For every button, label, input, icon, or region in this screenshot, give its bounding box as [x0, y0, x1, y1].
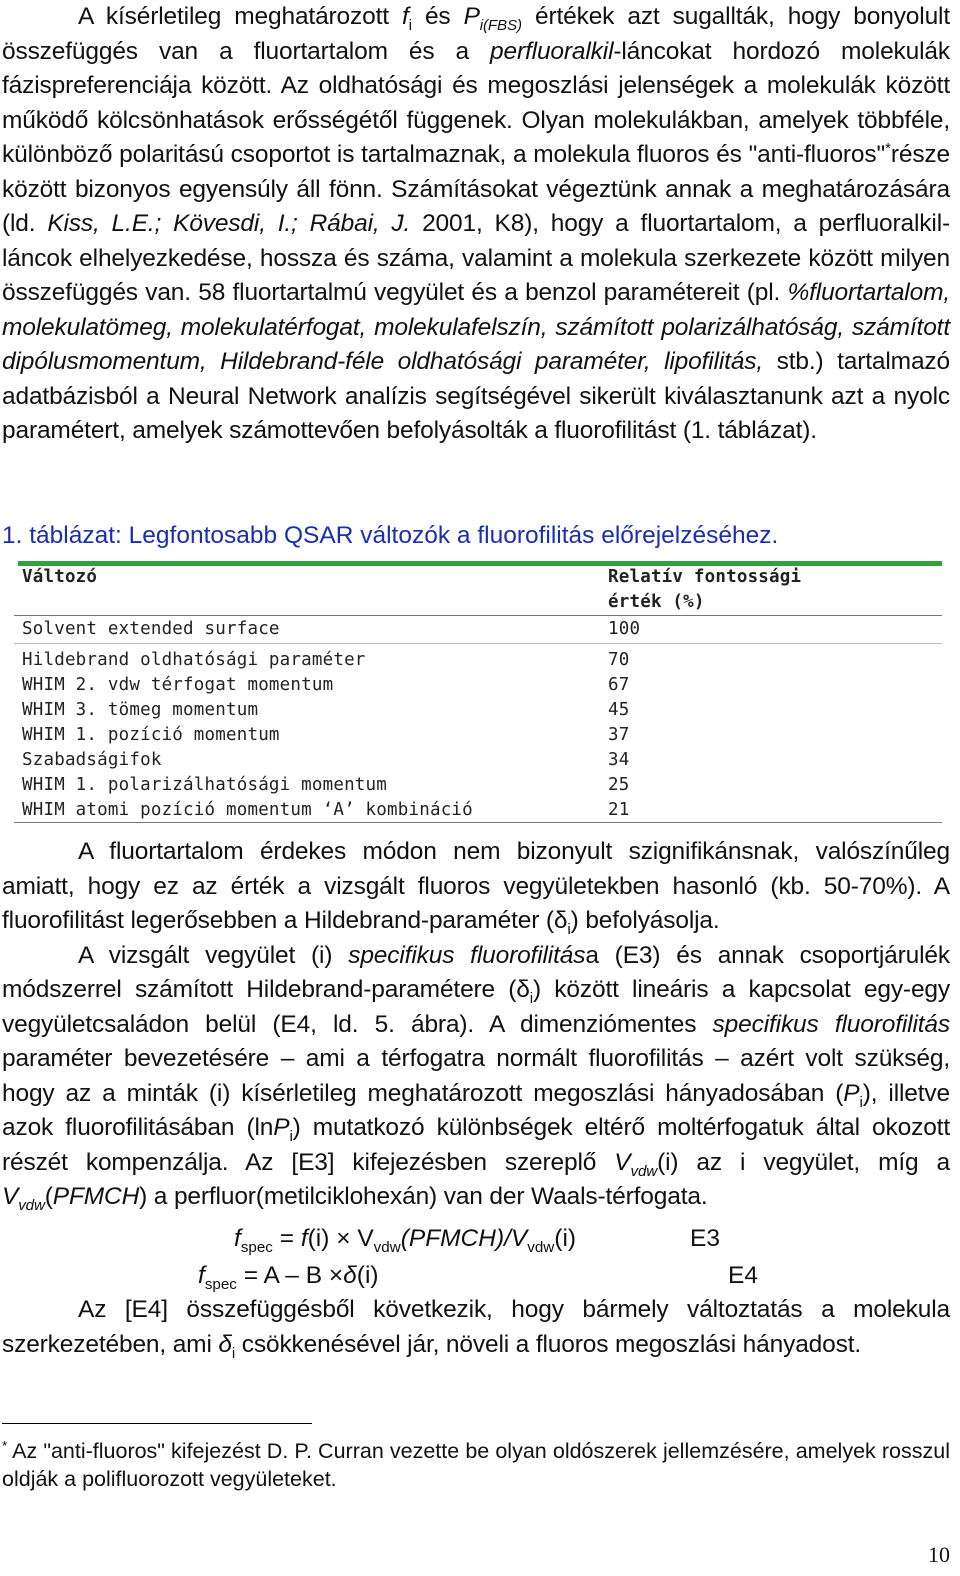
subscript: i — [408, 16, 412, 34]
subscript: i — [231, 1344, 236, 1362]
symbol-delta: δ — [218, 1330, 232, 1358]
text-span: (i) × V — [307, 1225, 374, 1252]
table-bottom-rule — [14, 822, 942, 823]
table-row-value: 37 — [608, 725, 630, 745]
symbol-p: P — [463, 3, 480, 30]
paragraph-intro — [2, 0, 950, 449]
symbol-v: V — [2, 1183, 19, 1210]
symbol-p: P — [273, 1114, 290, 1141]
table-row-value: 70 — [608, 650, 630, 670]
term-italic: perfluoralkil — [490, 37, 614, 65]
table-row-value: 21 — [608, 800, 630, 820]
table-row-value: 45 — [608, 700, 630, 720]
text-span: paraméter bevezetésére – ami a térfogatra normált fluorofilitás – azért volt szükség, hogy az a minták (i) kísérletileg meghatározott megoszlási hányadosában ( — [2, 1045, 950, 1107]
text-span: (i) — [356, 1262, 379, 1289]
symbol-f: f — [234, 1225, 241, 1252]
text-span: (PFMCH)/V — [400, 1225, 528, 1252]
text-span: -láncokat hordozó molekulák fázispreferenciája között. Az oldhatósági és megoszlási jelenségek a molekulák között működő kölcsönhatások erősségétől függenek. Olyan molekulákban, amelyek többféle, különböző polaritású csoportot is tartalmaznak, a molekula fluoros és "anti-fluoros" — [2, 37, 950, 168]
paragraph-fluorine-content — [2, 835, 950, 939]
equation-e4 — [198, 1259, 379, 1293]
text-span: A vizsgált vegyület (i) — [78, 941, 349, 969]
text-span: ) a perfluor(metilciklohexán) van der Waals-térfogata. — [139, 1183, 708, 1210]
footnote-text: Az "anti-fluoros" kifejezést D. P. Curran vezette be olyan oldószerek jellemzésére, amelyek rosszul oldják a polifluorozott vegyületeket. — [2, 1439, 950, 1491]
term-italic: specifikus fluorofilitás — [712, 1010, 951, 1038]
text-span: a (E3) és annak csoportjárulék módszerrel számított Hildebrand-paramétere (δ — [2, 941, 950, 1003]
subscript: vdw — [18, 1196, 45, 1214]
equation-e3-label: E3 — [690, 1225, 720, 1252]
table-header-rule — [14, 615, 942, 616]
text-span: (i) az i vegyület, míg a — [657, 1148, 950, 1176]
citation-authors: Kiss, L.E.; Kövesdi, I.; Rábai, J. — [47, 210, 411, 237]
table-row-value: 25 — [608, 775, 630, 795]
text-span: ) mutatkozó különbségek eltérő moltérfogatuk által okozott részét kompenzálja. Az [E3] kifejezésben szereplő — [2, 1114, 950, 1176]
subscript: i — [289, 1127, 293, 1145]
footnote-ref[interactable]: * — [885, 139, 891, 157]
symbol-p: P — [843, 1079, 860, 1107]
symbol-f: f — [401, 3, 409, 30]
table-row-name: WHIM 1. pozíció momentum — [22, 725, 280, 745]
text-span: = — [272, 1225, 301, 1252]
text-span: Az [E4] összefüggésből következik, hogy bármely változtatás a molekula szerkezetében, ami — [2, 1296, 950, 1358]
paragraphs-discussion — [2, 835, 950, 1215]
table-row-name: WHIM 2. vdw térfogat momentum — [22, 675, 334, 695]
table-row-value: 67 — [608, 675, 630, 695]
table-row-name: Solvent extended surface — [22, 619, 280, 639]
parameter-list: %fluortartalom, molekulatömeg, molekulatérfogat, molekulafelszín, számított polarizálhatóság, számított dipólusmomentum, Hildebrand-féle oldhatósági paraméter, lipofilitás, — [2, 279, 950, 375]
symbol-f: f — [300, 1225, 308, 1252]
table-caption: 1. táblázat: Legfontosabb QSAR változók a fluorofilitás előrejelzéséhez. — [2, 522, 779, 549]
text-span: csökkenésével jár, növeli a fluoros megoszlási hányadost. — [235, 1330, 862, 1358]
subscript: spec — [204, 1275, 237, 1293]
text-span: = A – B × — [236, 1262, 344, 1289]
subscript: vdw — [373, 1238, 401, 1256]
text-span: ) befolyásolja. — [570, 907, 720, 934]
table-top-border — [18, 561, 942, 566]
text-span: stb.) tartalmazó adatbázisból a Neural Network analízis segítségével sikerült kiválasztanunk azt a nyolc paramétert, amelyek számottevően befolyásolták a fluorofilitást (1. táblázat). — [2, 348, 950, 444]
table-header-importance: Relatív fontossági — [608, 567, 802, 587]
table-row-name: WHIM 1. polarizálhatósági momentum — [22, 775, 388, 795]
paragraph-conclusion — [2, 1293, 950, 1362]
footnote-mark: * — [2, 1437, 8, 1453]
symbol-f: f — [198, 1262, 205, 1289]
table-row-name: WHIM 3. tömeg momentum — [22, 700, 259, 720]
subscript: vdw — [527, 1238, 555, 1256]
term-italic: specifikus fluorofilitás — [348, 941, 586, 969]
text-span: 2001, K8), hogy a fluortartalom, a perfluoralkil-láncok elhelyezkedése, hossza és száma, valamint a molekula szerkezete között milyen összefüggés van. 58 fluortartalmú vegyület és a benzol paramétereit (pl. — [2, 210, 950, 306]
text-span: értékek azt sugallták, hogy bonyolult összefüggés van a fluortartalom és a — [2, 3, 950, 65]
table-header-importance-unit: érték (%) — [608, 592, 705, 612]
text-span: A fluortartalom érdekes módon nem bizonyult szignifikánsnak, valószínűleg amiatt, hogy ez az érték a vizsgált fluoros vegyületekben hasonló (kb. 50-70%). A fluorofilitást legerősebben a Hildebrand-paraméter (δ — [2, 838, 950, 934]
table-row-value: 34 — [608, 750, 630, 770]
text-span: része között bizonyos egyensúly áll fönn. Számításokat végeztünk annak a meghatározására (ld. — [2, 141, 950, 237]
table-row-name: Szabadságifok — [22, 750, 162, 770]
equation-e3 — [234, 1222, 576, 1256]
qsar-table — [10, 561, 938, 823]
subscript: vdw — [630, 1162, 658, 1180]
text-span: A kísérletileg meghatározott — [78, 3, 402, 30]
text-span: ), illetve azok fluorofilitásában (ln — [2, 1079, 950, 1141]
subscript: i — [567, 920, 571, 938]
table-row-name: Hildebrand oldhatósági paraméter — [22, 650, 366, 670]
table-header-variable: Változó — [22, 567, 98, 587]
symbol-v: V — [614, 1148, 631, 1176]
text-span: és — [411, 3, 464, 30]
equation-e4-label: E4 — [728, 1262, 758, 1289]
subscript: i — [529, 989, 534, 1007]
table-row-value: 100 — [608, 619, 641, 639]
text-span: ) között lineáris a kapcsolat egy-egy vegyületcsaládon belül (E4, ld. 5. ábra). A dimenziómentes — [2, 976, 950, 1038]
symbol-delta: δ — [343, 1262, 357, 1289]
table-row-name: WHIM atomi pozíció momentum ‘A’ kombináció — [22, 800, 473, 820]
page-number: 10 — [928, 1542, 950, 1567]
footnote-separator — [2, 1423, 312, 1424]
paragraph-specific-fluorophilicity: A vizsgált vegyület (i) specifikus fluorofilitása (E3) és annak csoportjárulék módszerrel számított Hildebrand-paramétere $(\delta_i)$ között lineáris a kapcsolat egy-egy vegyületcsaládon belül (E4, ld. 5. ábra). A dimenziómentes specifikus fluorofilitás paraméter bevezetésére – ami a térfogatra normált fluorofilitás – azért volt szükség, hogy az a minták (i) kísérletileg meghatározott megoszlási hányadosában $(P_i)$, illetve azok fluorofilitásában (lnP$_i$) mutatkozó különbségek eltérő moltérfogatuk által okozott részét kompenzálja. Az [E3] kifejezésben szereplő $V_{vdw}(i)$ az i vegyület, míg a $V_{vdw}(PFMCH)$ a perfluor(metilciklohexán) van der Waals-térfogata. — [2, 941, 951, 1214]
table-row-rule — [14, 643, 942, 644]
footnote — [2, 1437, 950, 1493]
text-span: (i) — [554, 1225, 577, 1252]
subscript: i — [859, 1093, 863, 1111]
subscript: i(FBS) — [479, 16, 522, 34]
subscript: spec — [240, 1238, 273, 1256]
term-italic: PFMCH — [52, 1183, 140, 1210]
